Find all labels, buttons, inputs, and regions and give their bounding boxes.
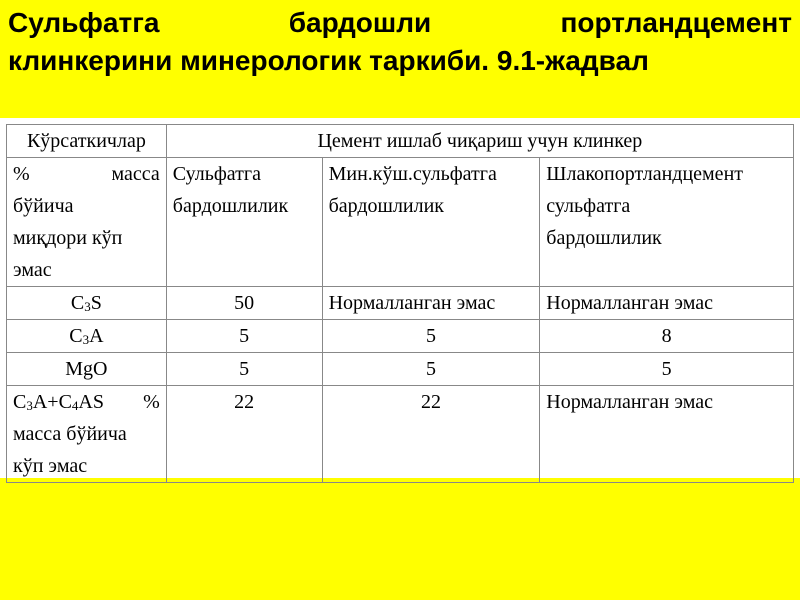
subheader-word: % [13,163,30,185]
subheader-line: бардошлилик [546,227,662,249]
row-cell: 8 [540,320,794,353]
subheader-line: эмас [13,259,52,281]
clinker-composition-table [6,124,794,483]
row-cell: 22 [166,386,322,483]
subheader-line-spread [13,222,160,254]
table-header-row [7,125,794,158]
row-label: $C_3A$ [7,320,167,353]
subheader-word: масса [111,163,160,185]
row-label-line: кўп эмас [13,455,88,477]
row-label-line: $C_3A+C_4AS$ % [13,391,160,413]
subheader-col2 [322,158,540,287]
row-cell: Нормалланган эмас [540,386,794,483]
subheader-line: бардошлилик [328,195,445,217]
subheader-line: Шлакопортландцемент [546,163,744,185]
row-cell: 5 [540,353,794,386]
table-subheader-row [7,158,794,287]
table-row [7,353,794,386]
row-label: $C_3S$ [7,287,167,320]
row-cell: 5 [166,320,322,353]
table-row [7,320,794,353]
row-cell: 22 [322,386,540,483]
title-line-2: клинкерини минерологик таркиби. 9.1-жадвал [8,45,649,76]
row-cell: 5 [322,320,540,353]
row-cell: 5 [166,353,322,386]
table-row-last [7,386,794,483]
title-word: Сульфатга [8,7,160,38]
subheader-line: сульфатга [546,195,631,217]
table-row [7,287,794,320]
slide-title [8,4,792,80]
subheader-line: бўйича [13,195,74,217]
row-label-line: масса бўйича [13,423,127,445]
title-word: бардошли [288,7,432,38]
row-cell: 50 [166,287,322,320]
row-cell: 5 [322,353,540,386]
header-clinker-group: Цемент ишлаб чиқариш учун клинкер [166,125,793,158]
subheader-indicators [7,158,167,287]
title-word: портландцемент [560,7,792,38]
row-cell: Нормалланган эмас [322,287,540,320]
row-label [7,386,167,483]
subheader-line: Мин.кўш.сульфатга [328,163,497,185]
table-background [0,118,800,478]
row-cell: Нормалланган эмас [540,287,794,320]
subheader-col1 [166,158,322,287]
subheader-col3 [540,158,794,287]
row-label: MgO [7,353,167,386]
subheader-line: миқдори кўп [13,227,123,249]
title-line-1 [8,4,792,42]
header-indicators: Кўрсаткичлар [7,125,167,158]
subheader-line: Сульфатга [172,163,261,185]
subheader-line: бардошлилик [172,195,289,217]
